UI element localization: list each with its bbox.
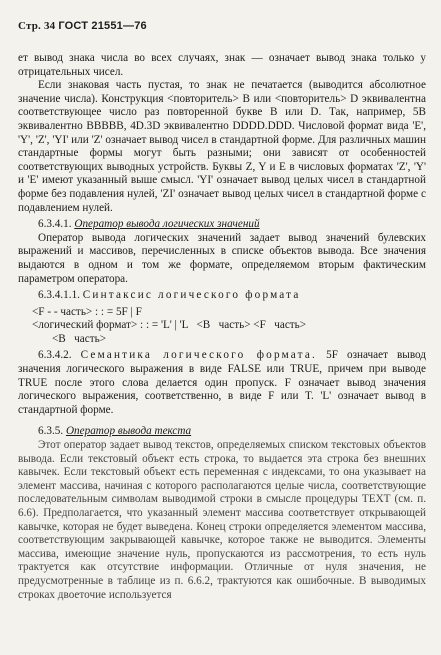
page-header — [18, 20, 147, 32]
section-63411-number: 6.3.4.1.1. — [38, 289, 80, 302]
section-635-title: Оператор вывода текста — [65, 425, 192, 438]
syntax-line-3: <B часть> — [52, 332, 107, 345]
section-63411-title: Синтаксис логического формата — [82, 289, 301, 302]
syntax-line-2: <логический формат> : : = 'L' | 'L <B часть> <F часть> — [32, 319, 307, 332]
syntax-line-1: <F - - часть> : : = 5F | F — [32, 305, 142, 318]
paragraph-logical-semantics: 5F означает вывод значения логического выражения в виде FALSE или TRUE, причем при выводе TRUE после этого слова делается один пропуск. F означает вывод значения логического выражения, соответственно, в виде F или T. 'L' означает вывод в стандартной форме. — [18, 349, 426, 416]
section-63412-heading — [18, 349, 426, 417]
section-63411-heading — [18, 289, 426, 303]
syntax-block — [32, 306, 426, 347]
paragraph-logical-output: Оператор вывода логических значений задает вывод значений булевских выражений и массивов, перечисленных в списке объектов вывода. Все значения выдаются в одном и том же формате, определяемом вторым фактическим параметром оператора. — [18, 231, 426, 285]
section-6341-number: 6.3.4.1. — [38, 218, 72, 231]
section-6341-title: Оператор вывода логических значений — [74, 218, 260, 231]
paragraph-text-output: Этот оператор задает вывод текстов, определяемых списком текстовых объектов вывода. Если текстовый объект есть строка, то выдается эта строка без внешних кавычек. Если текстовый объект есть переменная с индексами, то она указывает на элемент массива, начиная с которого располагаются целые числа, соответствующие последовательным символам выводимой строки в смысле процедуры TEXT (см. п. 6.6). Предполагается, что указанный элемент массива соответствует открывающей кавычке, которая не будет выведена. Конец строки определяется элементом массива, соответствующим закрывающей кавычке, которое также не выводится. Элементы массива, имеющие значение нуль, пропускаются из рассмотрения, то есть нуль трактуется как отсутствие информации. Отличные от нуля значения, не предусмотренные в таблице из п. 6.6.2, трактуются как ошибочные. В выводимых строках двоеточие используется — [18, 439, 426, 601]
section-635-heading — [18, 425, 426, 439]
body-text — [18, 52, 426, 602]
section-635-number: 6.3.5. — [38, 425, 64, 438]
page-number: Стр. 34 — [18, 20, 56, 32]
paragraph-format-description: Если знаковая часть пустая, то знак не печатается (выводится абсолютное значение числа). Конструкция <повторитель> B или <повторитель> D эквивалентна соответствующее число раз повторенной букве B или D. Так, например, 5B эквивалентно BBBBB, 4D.3D эквивалентно DDDD.DDD. Числовой формат вида 'E', 'Y', 'Z', 'YI' или 'Z' означает вывод чисел в стандартной форме. Для различных машин стандартные формы могут быть разными; они зависят от особенностей соответствующих выводных устройств. Буквы Z, Y и E в числовых форматах 'Z', 'Y' и 'E' имеют указанный выше смысл. 'YI' означает вывод целых чисел в стандартной форме без подавления нулей, 'ZI' означает вывод целых чисел в стандартной форме с подавлением нулей. — [18, 79, 426, 214]
section-63412-number: 6.3.4.2. — [38, 349, 72, 362]
paragraph-sign-continuation: ет вывод знака числа во всех случаях, знак — означает вывод знака только у отрицательных чисел. — [18, 52, 426, 78]
standard-code: ГОСТ 21551—76 — [58, 20, 147, 32]
section-63412-title: Семантика логического формата. — [80, 349, 318, 362]
section-6341-heading — [18, 218, 426, 232]
